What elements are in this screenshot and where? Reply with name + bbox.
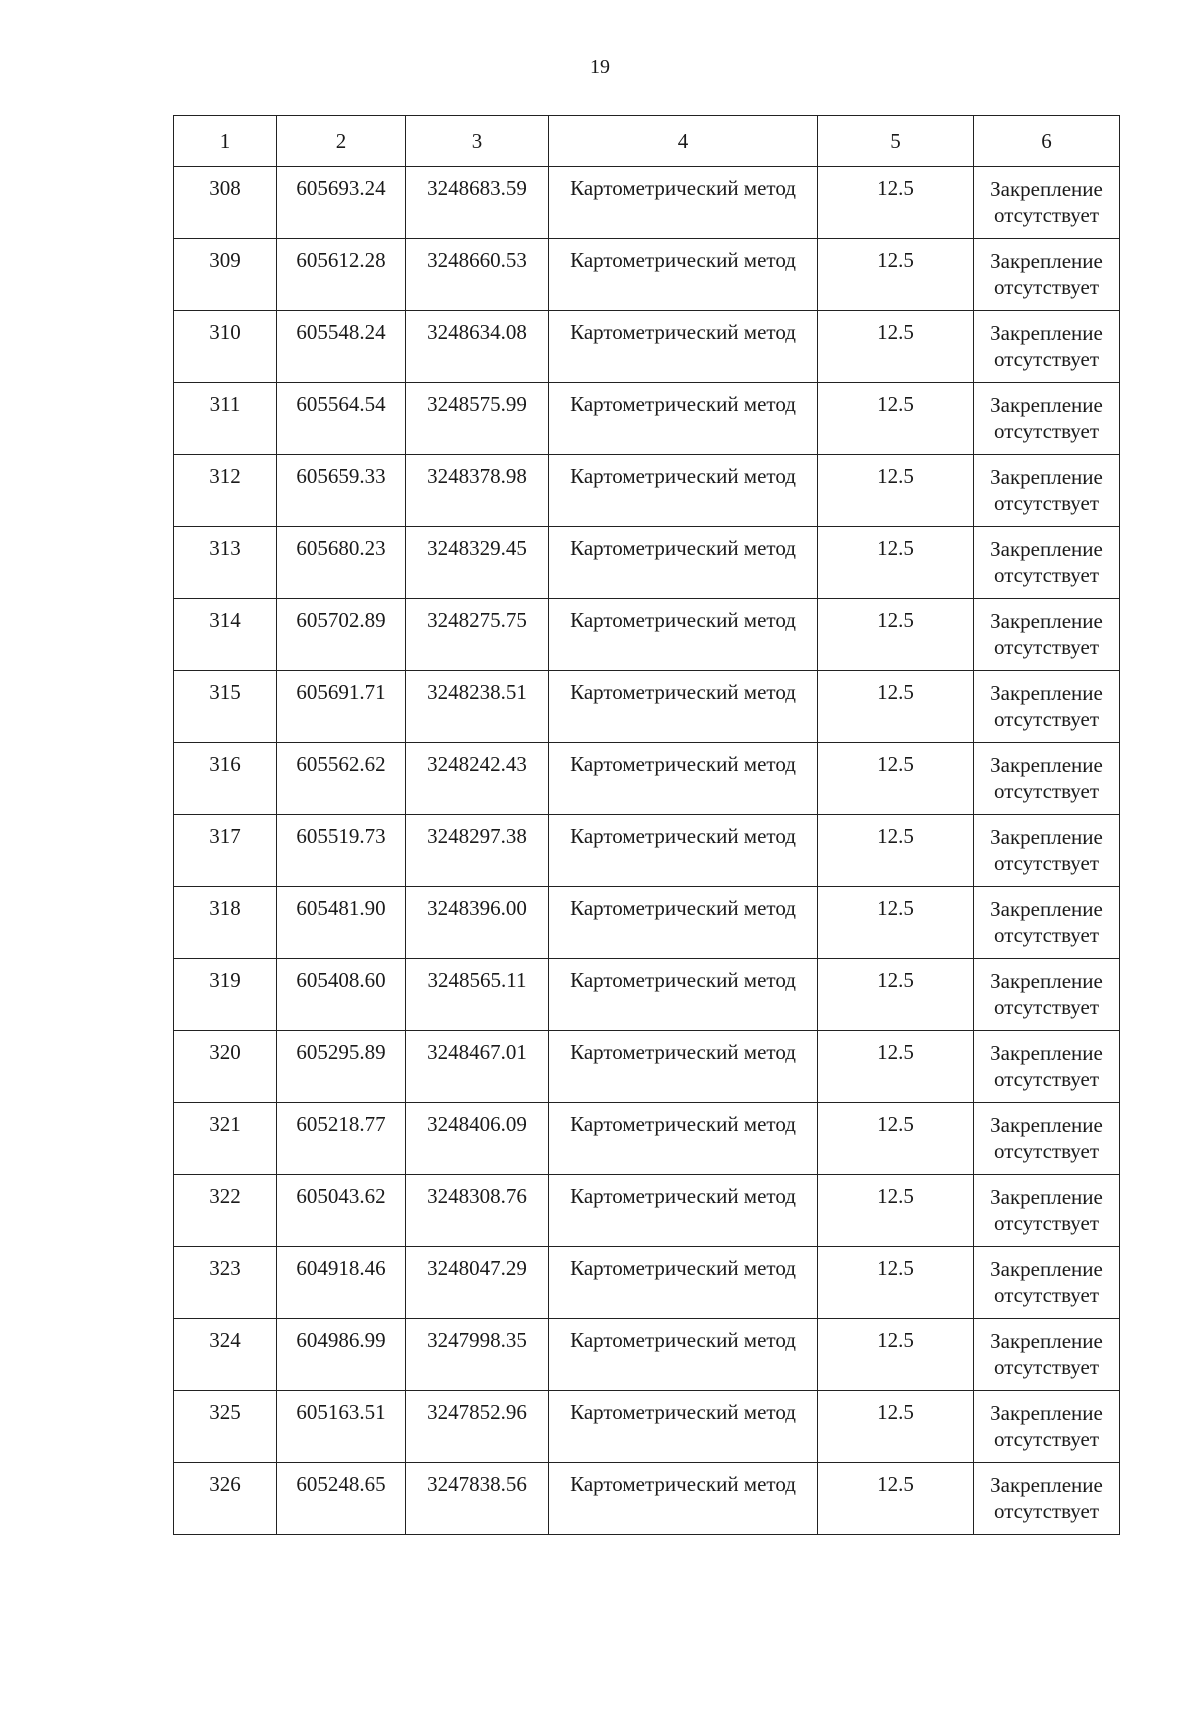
table-row [174,815,1120,887]
point-number-cell: 319 [174,959,277,1031]
coordinates-table [173,115,1120,1535]
x-coordinate-cell: 604986.99 [277,1319,406,1391]
x-coordinate-cell: 605702.89 [277,599,406,671]
x-coordinate-cell: 605680.23 [277,527,406,599]
fixation-text: отсутствует [993,1355,1100,1379]
fixation-cell [974,167,1120,239]
method-cell: Картометрический метод [549,311,818,383]
accuracy-cell: 12.5 [818,1103,974,1175]
x-coordinate-cell: 605659.33 [277,455,406,527]
fixation-cell [974,1319,1120,1391]
fixation-text: Закрепление [990,249,1103,273]
method-cell: Картометрический метод [549,527,818,599]
fixation-text: отсутствует [993,491,1100,515]
fixation-text: Закрепление [990,1329,1103,1353]
fixation-text: отсутствует [993,1211,1100,1235]
fixation-cell [974,383,1120,455]
x-coordinate-cell: 605519.73 [277,815,406,887]
fixation-cell [974,311,1120,383]
table-row [174,1391,1120,1463]
fixation-text: Закрепление [990,465,1103,489]
fixation-text: Закрепление [990,393,1103,417]
method-cell: Картометрический метод [549,671,818,743]
accuracy-cell: 12.5 [818,239,974,311]
point-number-cell: 321 [174,1103,277,1175]
column-header: 3 [406,116,549,167]
method-cell: Картометрический метод [549,1175,818,1247]
point-number-cell: 318 [174,887,277,959]
fixation-cell [974,959,1120,1031]
column-header: 1 [174,116,277,167]
point-number-cell: 314 [174,599,277,671]
y-coordinate-cell: 3248378.98 [406,455,549,527]
y-coordinate-cell: 3248396.00 [406,887,549,959]
table-row [174,383,1120,455]
accuracy-cell: 12.5 [818,599,974,671]
point-number-cell: 316 [174,743,277,815]
table-row [174,959,1120,1031]
method-cell: Картометрический метод [549,599,818,671]
fixation-text: Закрепление [990,825,1103,849]
fixation-text: Закрепление [990,753,1103,777]
fixation-cell [974,239,1120,311]
fixation-text: отсутствует [993,1427,1100,1451]
fixation-text: отсутствует [993,923,1100,947]
table-row [174,887,1120,959]
table-row [174,743,1120,815]
table-row [174,311,1120,383]
fixation-text: отсутствует [993,1499,1100,1523]
fixation-cell [974,527,1120,599]
fixation-text: отсутствует [993,203,1100,227]
x-coordinate-cell: 605408.60 [277,959,406,1031]
fixation-text: Закрепление [990,177,1103,201]
fixation-text: отсутствует [993,851,1100,875]
fixation-text: Закрепление [990,321,1103,345]
fixation-text: Закрепление [990,681,1103,705]
x-coordinate-cell: 604918.46 [277,1247,406,1319]
fixation-text: Закрепление [990,1401,1103,1425]
y-coordinate-cell: 3248634.08 [406,311,549,383]
y-coordinate-cell: 3248467.01 [406,1031,549,1103]
point-number-cell: 322 [174,1175,277,1247]
table-row [174,1103,1120,1175]
accuracy-cell: 12.5 [818,383,974,455]
fixation-cell [974,1463,1120,1535]
y-coordinate-cell: 3247838.56 [406,1463,549,1535]
accuracy-cell: 12.5 [818,1031,974,1103]
method-cell: Картометрический метод [549,455,818,527]
column-header: 2 [277,116,406,167]
y-coordinate-cell: 3247852.96 [406,1391,549,1463]
fixation-text: Закрепление [990,969,1103,993]
x-coordinate-cell: 605564.54 [277,383,406,455]
y-coordinate-cell: 3248329.45 [406,527,549,599]
y-coordinate-cell: 3248275.75 [406,599,549,671]
column-header: 4 [549,116,818,167]
fixation-text: Закрепление [990,1185,1103,1209]
fixation-cell [974,1247,1120,1319]
fixation-text: Закрепление [990,1113,1103,1137]
table-row [174,1463,1120,1535]
x-coordinate-cell: 605295.89 [277,1031,406,1103]
y-coordinate-cell: 3248575.99 [406,383,549,455]
x-coordinate-cell: 605691.71 [277,671,406,743]
point-number-cell: 312 [174,455,277,527]
fixation-text: отсутствует [993,563,1100,587]
accuracy-cell: 12.5 [818,1463,974,1535]
point-number-cell: 309 [174,239,277,311]
fixation-cell [974,815,1120,887]
y-coordinate-cell: 3248565.11 [406,959,549,1031]
point-number-cell: 311 [174,383,277,455]
fixation-text: отсутствует [993,995,1100,1019]
method-cell: Картометрический метод [549,239,818,311]
x-coordinate-cell: 605248.65 [277,1463,406,1535]
point-number-cell: 325 [174,1391,277,1463]
fixation-cell [974,599,1120,671]
x-coordinate-cell: 605562.62 [277,743,406,815]
fixation-cell [974,455,1120,527]
column-header: 6 [974,116,1120,167]
method-cell: Картометрический метод [549,1031,818,1103]
method-cell: Картометрический метод [549,1247,818,1319]
point-number-cell: 317 [174,815,277,887]
fixation-cell [974,887,1120,959]
accuracy-cell: 12.5 [818,1391,974,1463]
x-coordinate-cell: 605218.77 [277,1103,406,1175]
accuracy-cell: 12.5 [818,527,974,599]
point-number-cell: 326 [174,1463,277,1535]
fixation-text: отсутствует [993,1139,1100,1163]
method-cell: Картометрический метод [549,887,818,959]
y-coordinate-cell: 3248297.38 [406,815,549,887]
point-number-cell: 310 [174,311,277,383]
x-coordinate-cell: 605548.24 [277,311,406,383]
point-number-cell: 323 [174,1247,277,1319]
table-row [174,671,1120,743]
method-cell: Картометрический метод [549,167,818,239]
method-cell: Картометрический метод [549,1463,818,1535]
fixation-text: отсутствует [993,1067,1100,1091]
method-cell: Картометрический метод [549,1391,818,1463]
point-number-cell: 313 [174,527,277,599]
fixation-text: отсутствует [993,419,1100,443]
x-coordinate-cell: 605481.90 [277,887,406,959]
method-cell: Картометрический метод [549,743,818,815]
fixation-cell [974,671,1120,743]
y-coordinate-cell: 3248238.51 [406,671,549,743]
fixation-cell [974,1175,1120,1247]
accuracy-cell: 12.5 [818,455,974,527]
table-row [174,527,1120,599]
point-number-cell: 324 [174,1319,277,1391]
fixation-text: отсутствует [993,635,1100,659]
method-cell: Картометрический метод [549,959,818,1031]
accuracy-cell: 12.5 [818,311,974,383]
accuracy-cell: 12.5 [818,743,974,815]
fixation-text: отсутствует [993,347,1100,371]
x-coordinate-cell: 605043.62 [277,1175,406,1247]
table-row [174,1247,1120,1319]
y-coordinate-cell: 3247998.35 [406,1319,549,1391]
column-header: 5 [818,116,974,167]
accuracy-cell: 12.5 [818,1175,974,1247]
table-row [174,239,1120,311]
fixation-text: Закрепление [990,1473,1103,1497]
accuracy-cell: 12.5 [818,887,974,959]
fixation-cell [974,1031,1120,1103]
accuracy-cell: 12.5 [818,1319,974,1391]
fixation-text: Закрепление [990,1041,1103,1065]
table-row [174,167,1120,239]
method-cell: Картометрический метод [549,1103,818,1175]
table-body [174,167,1120,1535]
accuracy-cell: 12.5 [818,1247,974,1319]
table-row [174,455,1120,527]
header-row [174,116,1120,167]
fixation-cell [974,1103,1120,1175]
point-number-cell: 320 [174,1031,277,1103]
fixation-text: Закрепление [990,537,1103,561]
page-number: 19 [590,56,610,78]
fixation-text: отсутствует [993,707,1100,731]
table-row [174,1319,1120,1391]
table-row [174,599,1120,671]
table-header [174,116,1120,167]
y-coordinate-cell: 3248683.59 [406,167,549,239]
fixation-text: отсутствует [993,779,1100,803]
method-cell: Картометрический метод [549,383,818,455]
fixation-text: Закрепление [990,609,1103,633]
x-coordinate-cell: 605612.28 [277,239,406,311]
accuracy-cell: 12.5 [818,815,974,887]
fixation-cell [974,743,1120,815]
accuracy-cell: 12.5 [818,959,974,1031]
fixation-text: Закрепление [990,1257,1103,1281]
method-cell: Картометрический метод [549,1319,818,1391]
fixation-text: отсутствует [993,275,1100,299]
y-coordinate-cell: 3248047.29 [406,1247,549,1319]
accuracy-cell: 12.5 [818,671,974,743]
y-coordinate-cell: 3248660.53 [406,239,549,311]
point-number-cell: 315 [174,671,277,743]
table-row [174,1175,1120,1247]
table-row [174,1031,1120,1103]
fixation-text: Закрепление [990,897,1103,921]
accuracy-cell: 12.5 [818,167,974,239]
y-coordinate-cell: 3248406.09 [406,1103,549,1175]
y-coordinate-cell: 3248308.76 [406,1175,549,1247]
x-coordinate-cell: 605693.24 [277,167,406,239]
x-coordinate-cell: 605163.51 [277,1391,406,1463]
point-number-cell: 308 [174,167,277,239]
method-cell: Картометрический метод [549,815,818,887]
fixation-text: отсутствует [993,1283,1100,1307]
fixation-cell [974,1391,1120,1463]
y-coordinate-cell: 3248242.43 [406,743,549,815]
